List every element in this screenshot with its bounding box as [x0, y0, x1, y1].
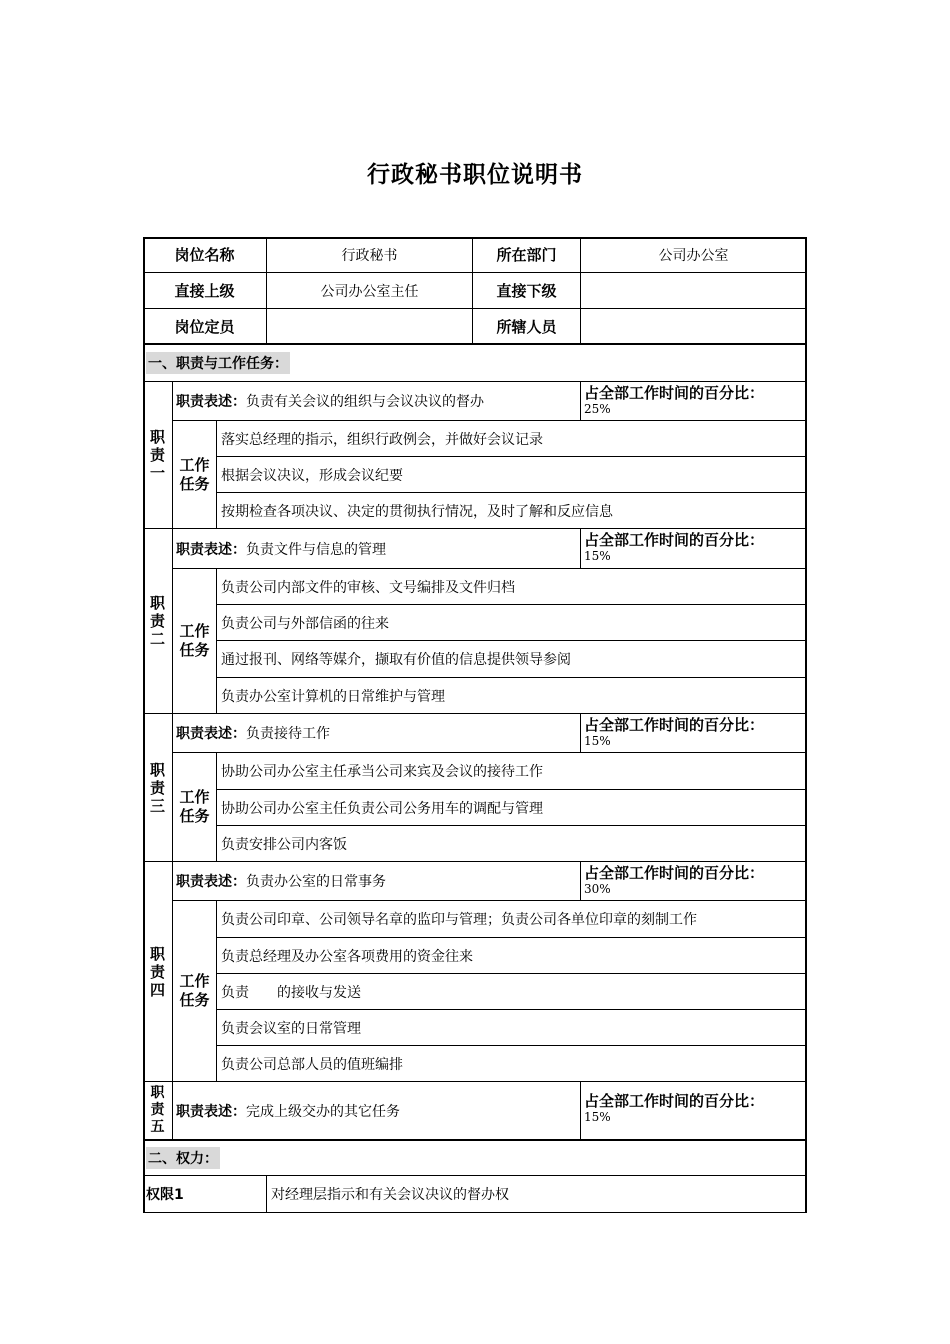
- duty-2-task-2: 负责公司与外部信函的往来: [217, 605, 807, 641]
- duty-4-task-3: 负责 的接收与发送: [217, 974, 807, 1010]
- position-name-value: 行政秘书: [267, 237, 473, 273]
- duty-4-task-2: 负责总经理及办公室各项费用的资金往来: [217, 938, 807, 974]
- duty-4-description: 职责表述： 负责办公室的日常事务: [173, 862, 581, 901]
- duty-4-percentage: 占全部工作时间的百分比： 30%: [581, 862, 807, 901]
- subordinate-value: [581, 273, 807, 309]
- duty-2-description: 职责表述： 负责文件与信息的管理: [173, 529, 581, 569]
- duty-2-task-label: 工作 任务: [173, 569, 217, 714]
- department-label: 所在部门: [473, 237, 581, 273]
- duty-3-task-2: 协助公司办公室主任负责公司公务用车的调配与管理: [217, 790, 807, 826]
- duty-2-percentage: 占全部工作时间的百分比： 15%: [581, 529, 807, 569]
- duty-5-percentage: 占全部工作时间的百分比： 15%: [581, 1082, 807, 1140]
- duty-1-task-1: 落实总经理的指示，组织行政例会，并做好会议记录: [217, 421, 807, 457]
- duty-3-task-1: 协助公司办公室主任承当公司来宾及会议的接待工作: [217, 753, 807, 790]
- duty-4-name: 职 责 四: [143, 862, 173, 1082]
- headcount-label: 岗位定员: [143, 309, 267, 345]
- duty-5-name: 职 责 五: [143, 1082, 173, 1140]
- duty-3-percentage: 占全部工作时间的百分比： 15%: [581, 714, 807, 753]
- duty-4-task-4: 负责会议室的日常管理: [217, 1010, 807, 1046]
- authority-1-text: 对经理层指示和有关会议决议的督办权: [267, 1176, 807, 1213]
- managed-label: 所辖人员: [473, 309, 581, 345]
- duty-2-task-4: 负责办公室计算机的日常维护与管理: [217, 678, 807, 714]
- position-name-label: 岗位名称: [143, 237, 267, 273]
- duty-1-name: 职 责 一: [143, 382, 173, 529]
- duty-2-task-1: 负责公司内部文件的审核、文号编排及文件归档: [217, 569, 807, 605]
- duty-3-task-3: 负责安排公司内客饭: [217, 826, 807, 862]
- section-duties-heading: 一、职责与工作任务：: [143, 345, 807, 382]
- page-title: 行政秘书职位说明书: [367, 162, 583, 188]
- superior-label: 直接上级: [143, 273, 267, 309]
- duty-2-name: 职 责 二: [143, 529, 173, 714]
- duty-3-description: 职责表述： 负责接待工作: [173, 714, 581, 753]
- duty-5-description: 职责表述： 完成上级交办的其它任务: [173, 1082, 581, 1140]
- duty-1-percentage: 占全部工作时间的百分比： 25%: [581, 382, 807, 421]
- headcount-value: [267, 309, 473, 345]
- subordinate-label: 直接下级: [473, 273, 581, 309]
- superior-value: 公司办公室主任: [267, 273, 473, 309]
- duty-4-task-label: 工作 任务: [173, 901, 217, 1082]
- duty-4-task-5: 负责公司总部人员的值班编排: [217, 1046, 807, 1082]
- department-value: 公司办公室: [581, 237, 807, 273]
- duty-1-task-2: 根据会议决议，形成会议纪要: [217, 457, 807, 493]
- duty-3-task-label: 工作 任务: [173, 753, 217, 862]
- authority-1-label: 权限1: [143, 1176, 267, 1213]
- duty-1-task-label: 工作 任务: [173, 421, 217, 529]
- job-description-table: [143, 237, 807, 1213]
- duty-1-task-3: 按期检查各项决议、决定的贯彻执行情况，及时了解和反应信息: [217, 493, 807, 529]
- section-authority-heading: 二、权力：: [143, 1140, 807, 1176]
- duty-2-task-3: 通过报刊、网络等媒介，撷取有价值的信息提供领导参阅: [217, 641, 807, 678]
- managed-value: [581, 309, 807, 345]
- duty-1-description: 职责表述： 负责有关会议的组织与会议决议的督办: [173, 382, 581, 421]
- duty-3-name: 职 责 三: [143, 714, 173, 862]
- duty-4-task-1: 负责公司印章、公司领导名章的监印与管理；负责公司各单位印章的刻制工作: [217, 901, 807, 938]
